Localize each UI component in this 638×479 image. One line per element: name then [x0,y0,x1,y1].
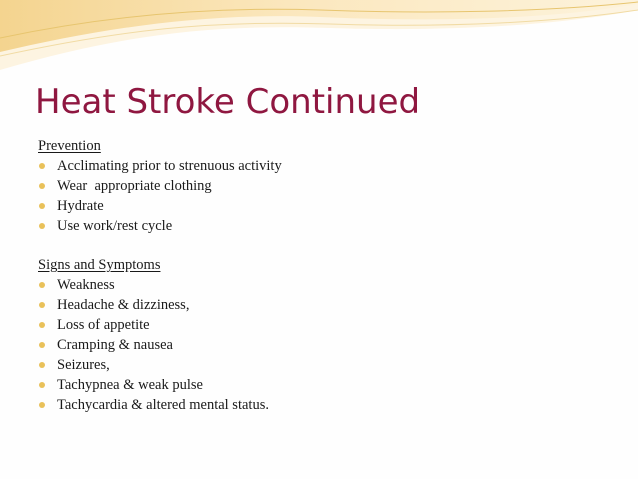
symptom-item-text: Seizures, [57,357,110,373]
round-bullet-icon [39,223,45,229]
prevention-section [38,137,598,236]
symptom-item [38,395,598,415]
prevention-item-text: Use work/rest cycle [57,218,173,234]
symptom-item [38,275,598,295]
prevention-item-text: Hydrate [57,198,104,214]
prevention-item-text: Wear appropriate clothing [57,178,212,194]
symptom-item-text: Cramping & nausea [57,337,173,353]
prevention-item [38,176,598,196]
prevention-item-text: Acclimating prior to strenuous activity [57,158,282,174]
round-bullet-icon [39,362,45,368]
symptom-item [38,295,598,315]
round-bullet-icon [39,402,45,408]
symptom-item [38,315,598,335]
symptom-item-text: Weakness [57,277,115,293]
symptom-item-text: Headache & dizziness, [57,297,190,313]
signs-symptoms-list [38,275,598,415]
symptom-item [38,335,598,355]
round-bullet-icon [39,203,45,209]
section-spacer [38,236,598,256]
round-bullet-icon [39,163,45,169]
prevention-item [38,196,598,216]
symptom-item-text: Tachycardia & altered mental status. [57,397,269,413]
round-bullet-icon [39,183,45,189]
signs-symptoms-heading: Signs and Symptoms [38,257,161,273]
round-bullet-icon [39,302,45,308]
slide-content [38,137,598,415]
symptom-item [38,375,598,395]
prevention-item [38,156,598,176]
round-bullet-icon [39,382,45,388]
round-bullet-icon [39,322,45,328]
signs-symptoms-section [38,256,598,415]
symptom-item-text: Tachypnea & weak pulse [57,377,203,393]
round-bullet-icon [39,342,45,348]
symptom-item-text: Loss of appetite [57,317,150,333]
prevention-heading: Prevention [38,138,101,154]
slide-title: Heat Stroke Continued [35,82,421,122]
prevention-list [38,156,598,236]
symptom-item [38,355,598,375]
prevention-item [38,216,598,236]
round-bullet-icon [39,282,45,288]
decorative-wave-header [0,0,638,80]
